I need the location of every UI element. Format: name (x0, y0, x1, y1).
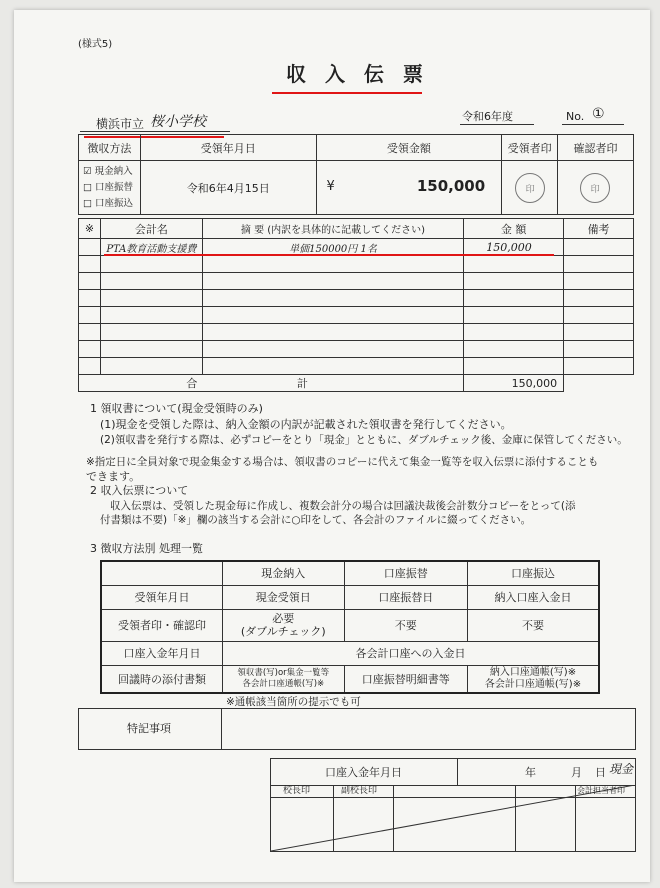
process-footnote: ※通帳該当箇所の提示でも可 (226, 696, 361, 708)
section2-title: 2 収入伝票について (90, 484, 189, 497)
number-underline (562, 124, 624, 125)
document-page (14, 10, 650, 882)
mark-header: ※ (79, 219, 101, 239)
process-r2-label: 受領者印・確認印 (101, 609, 223, 641)
process-col-deposit: 口座振込 (467, 561, 599, 585)
deposit-month: 月 (571, 766, 582, 779)
process-r1-label: 受領年月日 (101, 585, 223, 609)
empty-checkbox-icon: □ (83, 181, 92, 193)
receiver-seal-header: 受領者印 (502, 135, 558, 161)
section1-title: 1 領収書について(現金受領時のみ) (90, 402, 263, 415)
amount-header: 受領金額 (316, 135, 502, 161)
table-row (79, 256, 634, 273)
table-row (79, 358, 634, 375)
process-col-cash: 現金納入 (223, 561, 345, 585)
accountant-seal-label: 会計担当者印 (577, 786, 625, 795)
process-table: 現金納入 口座振替 口座振込 受領年月日 現金受領日 口座振替日 納入口座入金日 受領者印・確認印 必要 (ダブルチェック) 不要 不要 口座入金年月日 各会計口座への入金日 回議時の添付書類 領収書(写)or集金一覧等 各会計口座通帳(写)※ 口座振替明細書等 納入口座通帳(写)※ 各会計口座通帳(写)※ (100, 560, 600, 694)
account-header: 会計名 (100, 219, 202, 239)
method-header: 徴収方法 (79, 135, 141, 161)
currency-symbol: ¥ (326, 179, 335, 194)
number-value: ① (592, 106, 605, 122)
method-cash[interactable]: ☑ 現金納入 (83, 165, 133, 177)
form-number: (様式5) (78, 39, 113, 50)
method-list (79, 161, 141, 215)
table-row (79, 239, 634, 256)
confirm-seal-cell (558, 161, 634, 215)
summary-header: 摘 要 (内訳を具体的に記載してください) (202, 219, 463, 239)
fiscal-year-underline (460, 124, 534, 125)
special-notes-box (78, 708, 636, 750)
vice-principal-seal-label: 副校長印 (341, 786, 378, 796)
date-value: 令和6年4月15日 (140, 161, 316, 215)
total-row (79, 375, 634, 392)
title-underline (272, 92, 422, 94)
method-transfer[interactable]: □ 口座振替 (83, 181, 134, 193)
table-row (79, 307, 634, 324)
process-r4-label: 回議時の添付書類 (101, 665, 223, 693)
notes-header: 備考 (564, 219, 634, 239)
number-label: No. (566, 110, 585, 123)
empty-checkbox-icon: □ (83, 197, 92, 209)
total-value: 150,000 (464, 375, 564, 392)
receipt-table (78, 134, 634, 215)
table-row (79, 290, 634, 307)
section2-line2: 付書類は不要)「※」欄の該当する会計に○印をして、各会計のファイルに綴ってください。 (100, 514, 532, 526)
row-account: PTA教育活動支援費 (100, 239, 202, 256)
approval-box (270, 758, 636, 852)
page-title: 収 入 伝 票 (286, 62, 429, 86)
row-amount: 150,000 (464, 239, 564, 256)
fiscal-year: 令和6年度 (462, 110, 513, 123)
special-notes-label: 特記事項 (127, 722, 171, 735)
deposit-day: 日 (595, 766, 606, 779)
detail-table (78, 218, 634, 392)
detail-amount-header: 金 額 (464, 219, 564, 239)
receiver-seal-cell (502, 161, 558, 215)
confirm-stamp: 印 (580, 173, 610, 203)
amount-value: 150,000 (416, 177, 486, 195)
deposit-year: 年 (525, 766, 536, 779)
section1-note-line2: できます。 (86, 470, 141, 483)
deposit-day-handwriting: 現金 (609, 762, 634, 776)
section1-item1: (1)現金を受領した際は、納入金額の内訳が記載された領収書を発行してください。 (100, 418, 512, 431)
total-label: 合 計 (79, 375, 464, 392)
amount-cell (316, 161, 502, 215)
school-underline (80, 131, 230, 132)
table-row (79, 273, 634, 290)
section1-note-line1: ※指定日に全員対象で現金集金する場合は、領収書のコピーに代えて集金一覧等を収入伝票に添付することも (86, 456, 599, 468)
process-col-transfer: 口座振替 (344, 561, 467, 585)
method-deposit[interactable]: □ 口座振込 (83, 197, 134, 209)
principal-seal-label: 校長印 (283, 786, 311, 796)
confirm-seal-header: 確認者印 (558, 135, 634, 161)
section3-title: 3 徴収方法別 処理一覧 (90, 542, 203, 555)
table-row (79, 341, 634, 358)
row-summary: 単価150000円 1名 (202, 239, 463, 256)
deposit-date-label: 口座入金年月日 (325, 766, 402, 779)
section1-item2: (2)領収書を発行する際は、必ずコピーをとり「現金」とともに、ダブルチェック後、金庫に保管してください。 (100, 434, 628, 446)
detail-red-underline (104, 254, 554, 256)
table-row (79, 324, 634, 341)
section2-line1: 収入伝票は、受領した現金毎に作成し、複数会計分の場合は回議決裁後会計数分コピーをとって(添 (110, 500, 576, 512)
date-header: 受領年月日 (140, 135, 316, 161)
checked-checkbox-icon: ☑ (83, 165, 92, 177)
receiver-stamp: 印 (515, 173, 545, 203)
school-name: 桜小学校 (150, 114, 206, 130)
school-city: 横浜市立 (96, 117, 145, 131)
process-r3-label: 口座入金年月日 (101, 641, 223, 665)
